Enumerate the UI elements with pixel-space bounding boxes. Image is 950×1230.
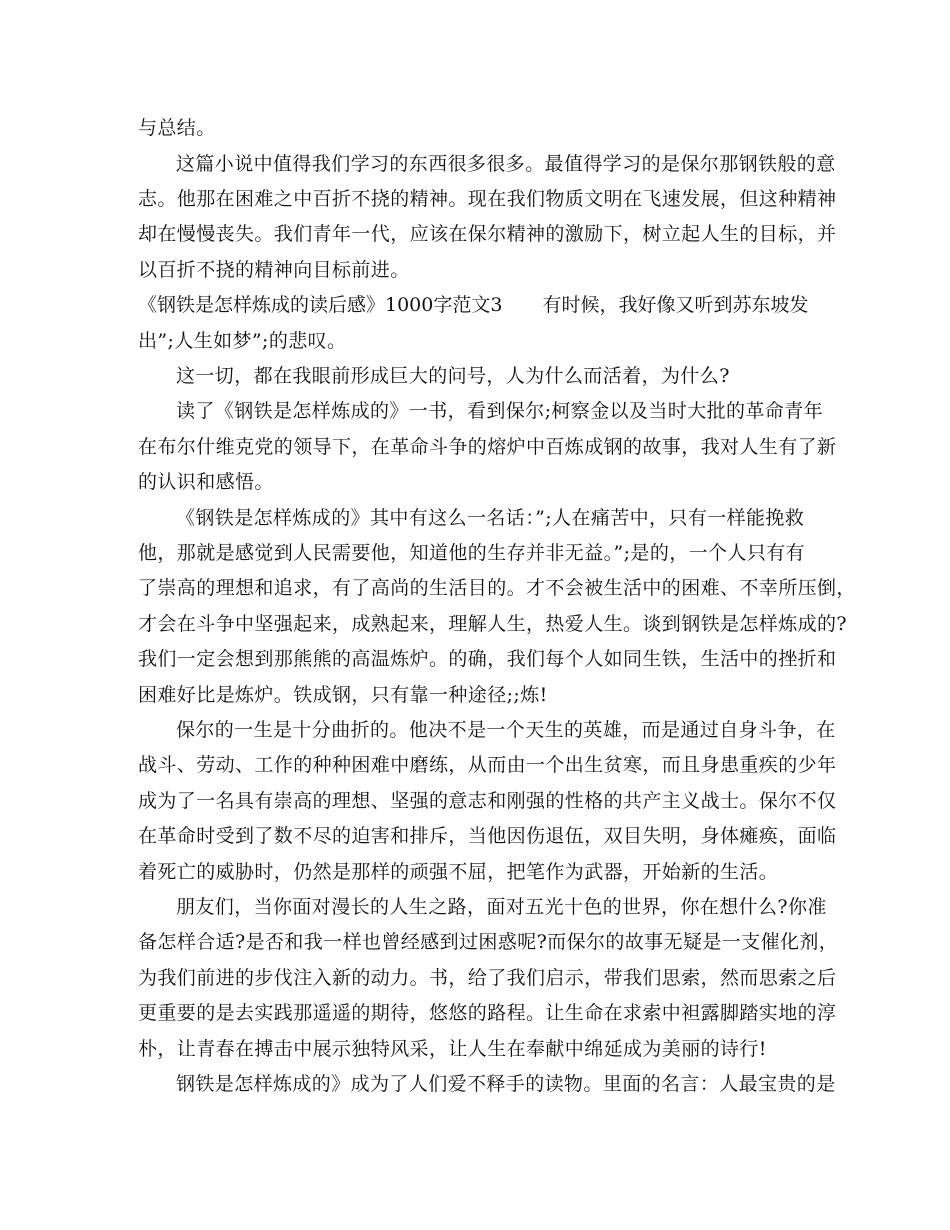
text-line: 才会在斗争中坚强起来，成熟起来，理解人生，热爱人生。谈到钢铁是怎样炼成的? (138, 613, 847, 635)
section-heading-line (138, 293, 828, 317)
text-line: 着死亡的威胁时，仍然是那样的顽强不屈，把笔作为武器，开始新的生活。 (138, 861, 779, 883)
text-line: 战斗、劳动、工作的种种困难中磨练，从而由一个出生贫寒，而且身患重疾的少年 (138, 754, 837, 776)
text-line: 志。他那在困难之中百折不挠的精神。现在我们物质文明在飞速发展，但这种精神 (138, 188, 837, 210)
text-line: 的认识和感悟。 (138, 471, 274, 493)
paragraph-start-line: 保尔的一生是十分曲折的。他决不是一个天生的英雄，而是通过自身斗争，在 (176, 719, 836, 741)
text-line: 更重要的是去实践那遥遥的期待，悠悠的路程。让生命在求索中袒露脚踏实地的淳 (138, 1002, 837, 1024)
text-line: 为我们前进的步伐注入新的动力。书，给了我们启示，带我们思索，然而思索之后 (138, 967, 837, 989)
text-line: 却在慢慢丧失。我们青年一代，应该在保尔精神的激励下，树立起人生的目标，并 (138, 223, 837, 245)
text-line: 他，那就是感觉到人民需要他，知道他的生存并非无益。”;是的，一个人只有有 (138, 542, 806, 564)
section-title: 《钢铁是怎样炼成的读后感》1000字范文3 (138, 294, 503, 316)
paragraph-start-line: 钢铁是怎样炼成的》成为了人们爱不释手的读物。里面的名言：人最宝贵的是 (176, 1073, 836, 1095)
text-line: 以百折不挠的精神向目标前进。 (138, 259, 410, 281)
paragraph-start-line: 朋友们，当你面对漫长的人生之路，面对五光十色的世界，你在想什么?你准 (176, 896, 827, 918)
text-line: 与总结。 (138, 117, 216, 139)
text-line: 了崇高的理想和追求，有了高尚的生活目的。才不会被生活中的困难、不幸所压倒， (138, 577, 856, 599)
paragraph-start-line: 这一切，都在我眼前形成巨大的问号，人为什么而活着，为什么? (176, 365, 730, 387)
text-line: 成为了一名具有崇高的理想、坚强的意志和刚强的性格的共产主义战士。保尔不仅 (138, 790, 837, 812)
text-line: 在革命时受到了数不尽的迫害和排斥，当他因伤退伍，双目失明，身体瘫痪，面临 (138, 825, 837, 847)
text-line: 朴，让青春在搏击中展示独特风采，让人生在奉献中绵延成为美丽的诗行! (138, 1038, 767, 1060)
text-line: 困难好比是炼炉。铁成钢，只有靠一种途径;;炼! (138, 684, 548, 706)
paragraph-start-line: 读了《钢铁是怎样炼成的》一书，看到保尔;柯察金以及当时大批的革命青年 (176, 400, 824, 422)
section-first-text: 有时候，我好像又听到苏东坡发 (542, 294, 809, 316)
text-line: 备怎样合适?是否和我一样也曾经感到过困惑呢?而保尔的故事无疑是一支催化剂， (138, 931, 839, 953)
paragraph-start-line: 《钢铁是怎样炼成的》其中有这么一名话：”;人在痛苦中，只有一样能挽救 (176, 507, 805, 529)
text-line: 我们一定会想到那熊熊的高温炼炉。的确，我们每个人如同生铁，生活中的挫折和 (138, 648, 837, 670)
text-line: 出”;人生如梦”;的悲叹。 (138, 330, 347, 352)
paragraph-start-line: 这篇小说中值得我们学习的东西很多很多。最值得学习的是保尔那钢铁般的意 (176, 153, 836, 175)
text-line: 在布尔什维克党的领导下，在革命斗争的熔炉中百炼成钢的故事，我对人生有了新 (138, 436, 837, 458)
